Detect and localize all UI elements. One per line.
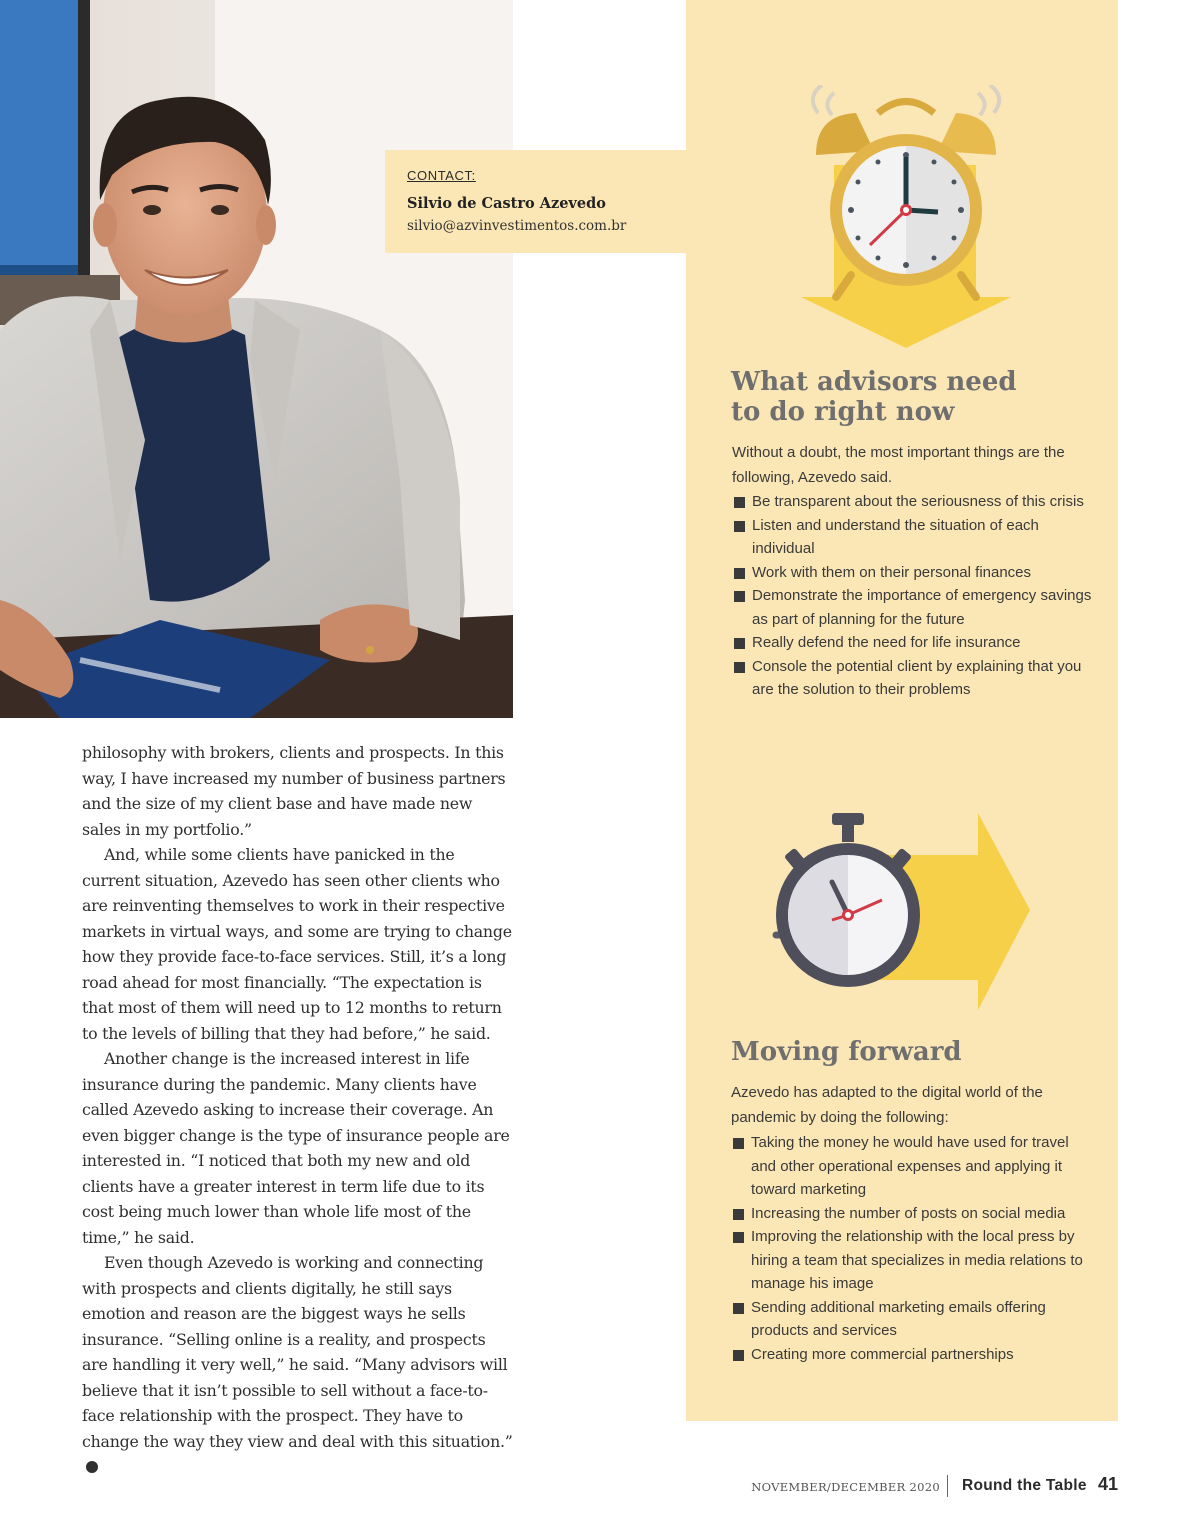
section-title-advisors: What advisors need to do right now — [731, 367, 1017, 427]
section-intro-advisors: Without a doubt, the most important things are the following, Azevedo said. — [732, 444, 1065, 486]
list-item: Console the potential client by explaining that you are the solution to their problems — [732, 655, 1092, 702]
list-item: Sending additional marketing emails offering products and services — [731, 1296, 1096, 1343]
footer-divider — [947, 1475, 948, 1497]
end-of-article-icon — [86, 1461, 98, 1473]
section-title-moving-forward: Moving forward — [731, 1037, 962, 1067]
page-number: 41 — [1098, 1474, 1119, 1494]
list-item: Increasing the number of posts on social media — [731, 1202, 1096, 1226]
moving-forward-list — [731, 1131, 1096, 1366]
alarm-clock-icon — [796, 85, 1016, 350]
list-item: Improving the relationship with the local press by hiring a team that specializes in media relations to manage his image — [731, 1225, 1096, 1296]
contact-email[interactable]: silvio@azvinvestimentos.com.br — [407, 218, 627, 234]
contact-name: Silvio de Castro Azevedo — [407, 195, 606, 212]
advisors-list — [732, 490, 1092, 702]
issue-date: NOVEMBER/DECEMBER 2020 — [751, 1480, 940, 1494]
portrait-photo — [0, 0, 513, 718]
article-paragraph: Another change is the increased interest in life insurance during the pandemic. Many clients have called Azevedo asking to increase their coverage. An even bigger change is the type of insurance people are interested in. “I noticed that both my new and old clients have a greater interest in term life due to its cost being much lower than whole life most of the time,” he said. — [82, 1049, 510, 1247]
article-paragraph — [82, 1250, 514, 1480]
list-item: Really defend the need for life insurance — [732, 631, 1092, 655]
list-item: Be transparent about the seriousness of this crisis — [732, 490, 1092, 514]
list-item: Work with them on their personal finances — [732, 561, 1092, 585]
article-paragraph: And, while some clients have panicked in the current situation, Azevedo has seen other clients who are reinventing themselves to work in their respective markets in virtual ways, and some are trying to change how they provide face-to-face services. Still, it’s a long road ahead for most financially. “The expectation is that most of them will need up to 12 months to return to the levels of billing that they had before,” he said. — [82, 845, 512, 1043]
sidebar — [686, 0, 1118, 1421]
section-intro-moving-forward: Azevedo has adapted to the digital world of the pandemic by doing the following: — [731, 1084, 1043, 1126]
magazine-title: Round the Table — [962, 1477, 1087, 1494]
list-item: Taking the money he would have used for travel and other operational expenses and applying it toward marketing — [731, 1131, 1096, 1202]
list-item: Creating more commercial partnerships — [731, 1343, 1096, 1367]
article-paragraph: philosophy with brokers, clients and prospects. In this way, I have increased my number of business partners and the size of my client base and have made new sales in my portfolio.” — [82, 743, 506, 839]
article-body — [82, 740, 514, 1480]
article-paragraph-text: Even though Azevedo is working and connecting with prospects and clients digitally, he still says emotion and reason are the biggest ways he sells insurance. “Selling online is a reality, and prospects are handling it very well,” he said. “Many advisors will believe that it isn’t possible to sell without a face-to-face relationship with the prospect. They have to change the way they view and deal with this situation.” — [82, 1253, 513, 1451]
stopwatch-icon — [770, 810, 1040, 1015]
list-item: Listen and understand the situation of each individual — [732, 514, 1092, 561]
contact-label: CONTACT: — [407, 168, 476, 183]
list-item: Demonstrate the importance of emergency savings as part of planning for the future — [732, 584, 1092, 631]
contact-box — [385, 150, 687, 253]
page-footer — [700, 1475, 1120, 1499]
